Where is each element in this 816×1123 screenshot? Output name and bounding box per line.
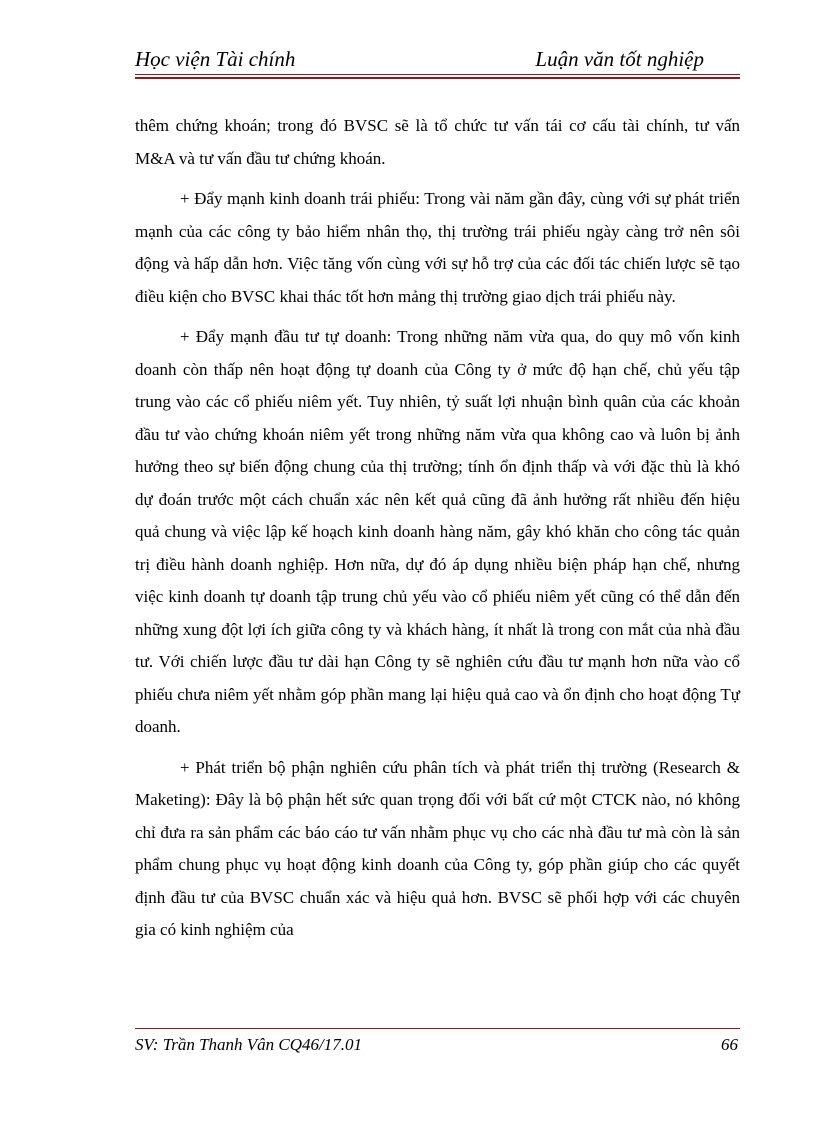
footer-divider: [135, 1028, 740, 1029]
header-document-type: Luận văn tốt nghiệp: [535, 47, 704, 71]
footer-student-info: SV: Trần Thanh Vân CQ46/17.01: [135, 1035, 363, 1054]
body-paragraph-2: + Đẩy mạnh kinh doanh trái phiếu: Trong vài năm gần đây, cùng với sự phát triển mạnh của các công ty bảo hiểm nhân thọ, thị trường trái phiếu ngày càng trở nên sôi động và hấp dẫn hơn. Việc tăng vốn cùng với sự hỗ trợ của các đối tác chiến lược sẽ tạo điều kiện cho BVSC khai thác tốt hơn mảng thị trường giao dịch trái phiếu này.: [135, 189, 740, 306]
page-header: [135, 46, 740, 76]
body-paragraph-1: thêm chứng khoán; trong đó BVSC sẽ là tổ chức tư vấn tái cơ cấu tài chính, tư vấn M&A và tư vấn đầu tư chứng khoán.: [135, 116, 740, 168]
page-body: [135, 110, 740, 955]
header-institution: Học viện Tài chính: [135, 47, 296, 71]
header-divider: [135, 74, 740, 79]
page-footer: [135, 1034, 740, 1060]
page-number: 66: [721, 1035, 738, 1054]
body-paragraph-3: + Đẩy mạnh đầu tư tự doanh: Trong những năm vừa qua, do quy mô vốn kinh doanh còn thấp nên hoạt động tự doanh của Công ty ở mức độ hạn chế, chủ yếu tập trung vào các cổ phiếu niêm yết. Tuy nhiên, tỷ suất lợi nhuận bình quân của các khoản đầu tư vào chứng khoán niêm yết trong những năm vừa qua không cao và luôn bị ảnh hưởng theo sự biến động chung của thị trường; tính ổn định thấp và với đặc thù là khó dự đoán trước một cách chuẩn xác nên kết quả cũng đã ảnh hưởng rất nhiều đến hiệu quả chung và việc lập kế hoạch kinh doanh hàng năm, gây khó khăn cho công tác quản trị điều hành doanh nghiệp. Hơn nữa, dự đó áp dụng nhiều biện pháp hạn chế, nhưng việc kinh doanh tự doanh tập trung chủ yếu vào cổ phiếu niêm yết cũng có thể dẫn đến những xung đột lợi ích giữa công ty và khách hàng, ít nhất là trong con mắt của nhà đầu tư. Với chiến lược đầu tư dài hạn Công ty sẽ nghiên cứu đầu tư mạnh hơn nữa vào cổ phiếu chưa niêm yết nhằm góp phần mang lại hiệu quả cao và ổn định cho hoạt động Tự doanh.: [135, 327, 740, 736]
body-paragraph-4: + Phát triển bộ phận nghiên cứu phân tích và phát triển thị trường (Research & Maketing): Đây là bộ phận hết sức quan trọng đối với bất cứ một CTCK nào, nó không chỉ đưa ra sản phẩm các báo cáo tư vấn nhằm phục vụ cho các nhà đầu tư mà còn là sản phẩm chung phục vụ hoạt động kinh doanh của Công ty, góp phần giúp cho các quyết định đầu tư của BVSC chuẩn xác và hiệu quả hơn. BVSC sẽ phối hợp với các chuyên gia có kinh nghiệm của: [135, 757, 740, 939]
